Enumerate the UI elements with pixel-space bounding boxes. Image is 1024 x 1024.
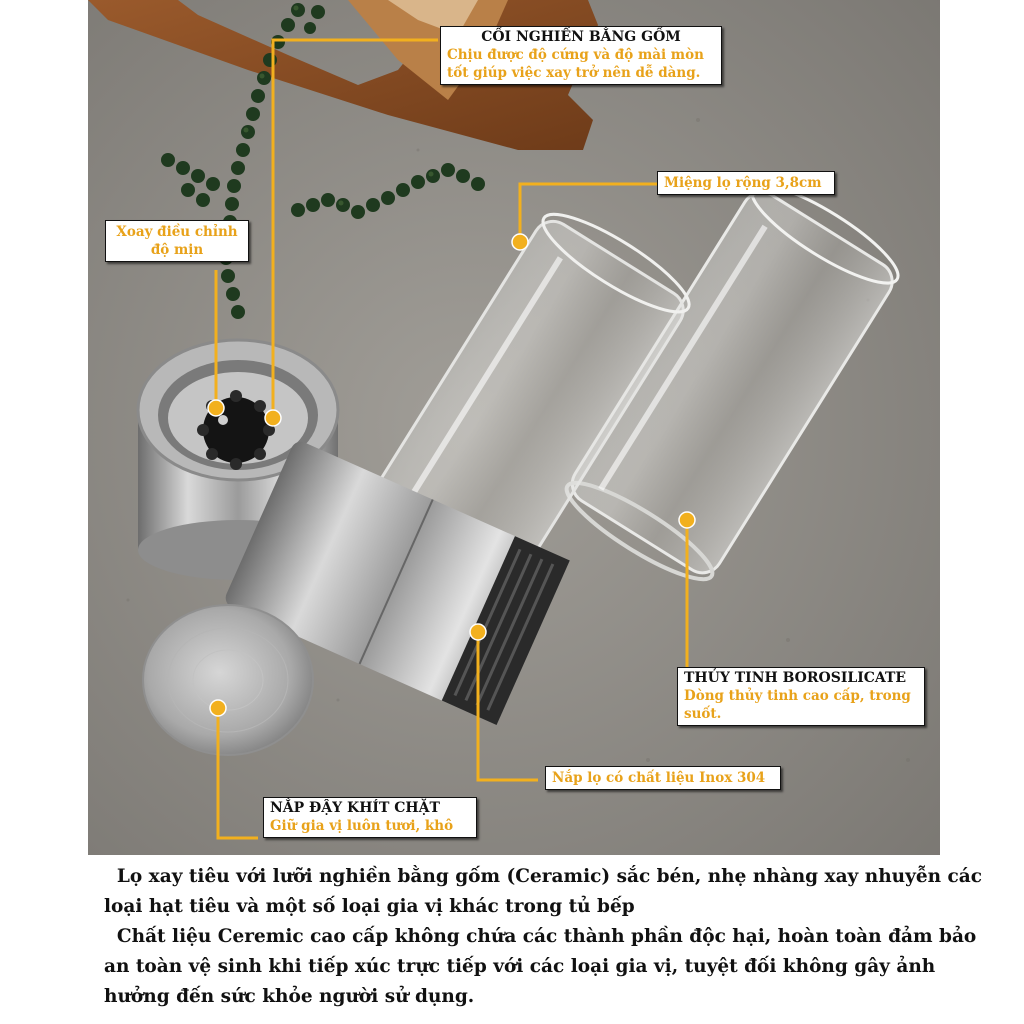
description-paragraph-1: Lọ xay tiêu với lưỡi nghiền bằng gốm (Ceramic) sắc bén, nhẹ nhàng xay nhuyễn các loại hạt tiêu và một số loại gia vị khác trong tủ bếp: [104, 866, 989, 917]
product-photo: [88, 0, 940, 855]
callout-glass-title: THỦY TINH BOROSILICATE: [684, 670, 907, 686]
callout-adjust-text: Xoay điều chỉnh độ mịn: [116, 224, 238, 258]
description-paragraph-2: Chất liệu Ceremic cao cấp không chứa các thành phần độc hại, hoàn toàn đảm bảo an toàn vệ sinh khi tiếp xúc trực tiếp với các loại gia vị, tuyệt đối không gây ảnh hưởng đến sức khỏe người sử dụng.: [104, 926, 983, 1007]
callout-ceramic-title: CỐI NGHIỀN BẰNG GỐM: [481, 29, 681, 45]
product-description: [104, 862, 989, 1012]
callout-jar-mouth: [657, 171, 835, 195]
callout-lid-seal-title: NẮP ĐẬY KHÍT CHẶT: [270, 800, 440, 816]
callout-adjust-fineness: [105, 220, 249, 262]
callout-tight-lid: [263, 797, 477, 838]
callout-lid-material: [545, 766, 781, 790]
callout-mouth-text: Miệng lọ rộng 3,8cm: [664, 175, 822, 191]
callout-ceramic-text: Chịu được độ cứng và độ mài mòn tốt giúp việc xay trở nên dễ dàng.: [447, 47, 704, 81]
callout-lid-material-text: Nắp lọ có chất liệu Inox 304: [552, 770, 766, 786]
callout-ceramic-grinder: [440, 26, 722, 85]
callout-borosilicate-glass: [677, 667, 925, 726]
callout-glass-text: Dòng thủy tinh cao cấp, trong suốt.: [684, 688, 911, 722]
callout-lid-seal-text: Giữ gia vị luôn tươi, khô: [270, 818, 454, 834]
